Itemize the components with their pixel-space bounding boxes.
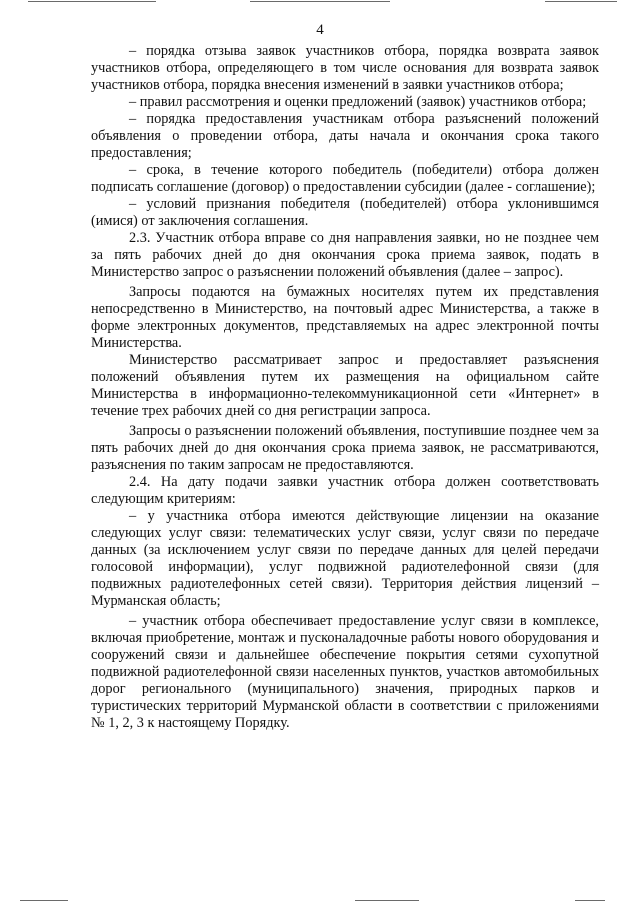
paragraph-request-review: Министерство рассматривает запрос и предоставляет разъяснения положений объявления путем их размещения на официальном сайте Министерства в информационно-телекоммуникационной сети «Интернет» в течение трех рабочих дней со дня регистрации запроса.	[91, 352, 599, 419]
paragraph-section-2-3: 2.3. Участник отбора вправе со дня направления заявки, но не позднее чем за пять рабочих дней до дня окончания срока приема заявок, подать в Министерство запрос о разъяснении положений объявления (далее – запрос).	[91, 230, 599, 280]
scan-edge-top-right	[545, 1, 617, 2]
paragraph-evaluation-rules: – правил рассмотрения и оценки предложений (заявок) участников отбора;	[129, 94, 587, 110]
paragraph-request-submission: Запросы подаются на бумажных носителях путем их представления непосредственно в Министерство, на почтовый адрес Министерства, а также в форме электронных документов, представляемых на адрес электронной почты Министерства.	[91, 284, 599, 351]
scan-edge-bottom-left	[20, 900, 68, 901]
paragraph-services-criterion: – участник отбора обеспечивает предоставление услуг связи в комплексе, включая приобретение, монтаж и пусконаладочные работы нового оборудования и сооружений связи и дальнейшее обеспечение покрытия сетями сухопутной подвижной радиотелефонной связи населенных пунктов, участков автомобильных дорог регионального (муниципального) значения, природных парков и туристических территорий Мурманской области в соответствии с приложениями № 1, 2, 3 к настоящему Порядку.	[91, 613, 599, 731]
scan-edge-bottom-middle	[355, 900, 419, 901]
paragraph-signing-deadline: – срока, в течение которого победитель (победители) отбора должен подписать соглашение (договор) о предоставлении субсидии (далее - соглашение);	[91, 162, 599, 195]
page-number: 4	[316, 22, 324, 38]
scan-edge-bottom-right	[575, 900, 605, 901]
scan-edge-top-middle	[250, 1, 390, 2]
paragraph-section-2-4: 2.4. На дату подачи заявки участник отбора должен соответствовать следующим критериям:	[91, 474, 599, 507]
paragraph-evasion-conditions: – условий признания победителя (победителей) отбора уклонившимся (имися) от заключения соглашения.	[91, 196, 599, 229]
document-body	[91, 43, 599, 732]
paragraph-clarification-procedure: – порядка предоставления участникам отбора разъяснений положений объявления о проведении отбора, даты начала и окончания срока такого предоставления;	[91, 111, 599, 161]
paragraph-withdrawal-procedure: – порядка отзыва заявок участников отбора, порядка возврата заявок участников отбора, определяющего в том числе основания для возврата заявок участников отбора, порядка внесения изменений в заявки участников отбора;	[91, 43, 599, 93]
paragraph-late-requests: Запросы о разъяснении положений объявления, поступившие позднее чем за пять рабочих дней до дня окончания срока приема заявок, не рассматриваются, разъяснения по таким запросам не предоставляются.	[91, 423, 599, 473]
scan-edge-top-left	[28, 1, 156, 2]
paragraph-licenses-criterion: – у участника отбора имеются действующие лицензии на оказание следующих услуг связи: телематических услуг связи, услуг связи по передаче данных (за исключением услуг связи по передаче данных для целей передачи голосовой информации), услуг подвижной радиотелефонной связи (для подвижных радиотелефонных сетей связи). Территория действия лицензий – Мурманская область;	[91, 508, 599, 609]
